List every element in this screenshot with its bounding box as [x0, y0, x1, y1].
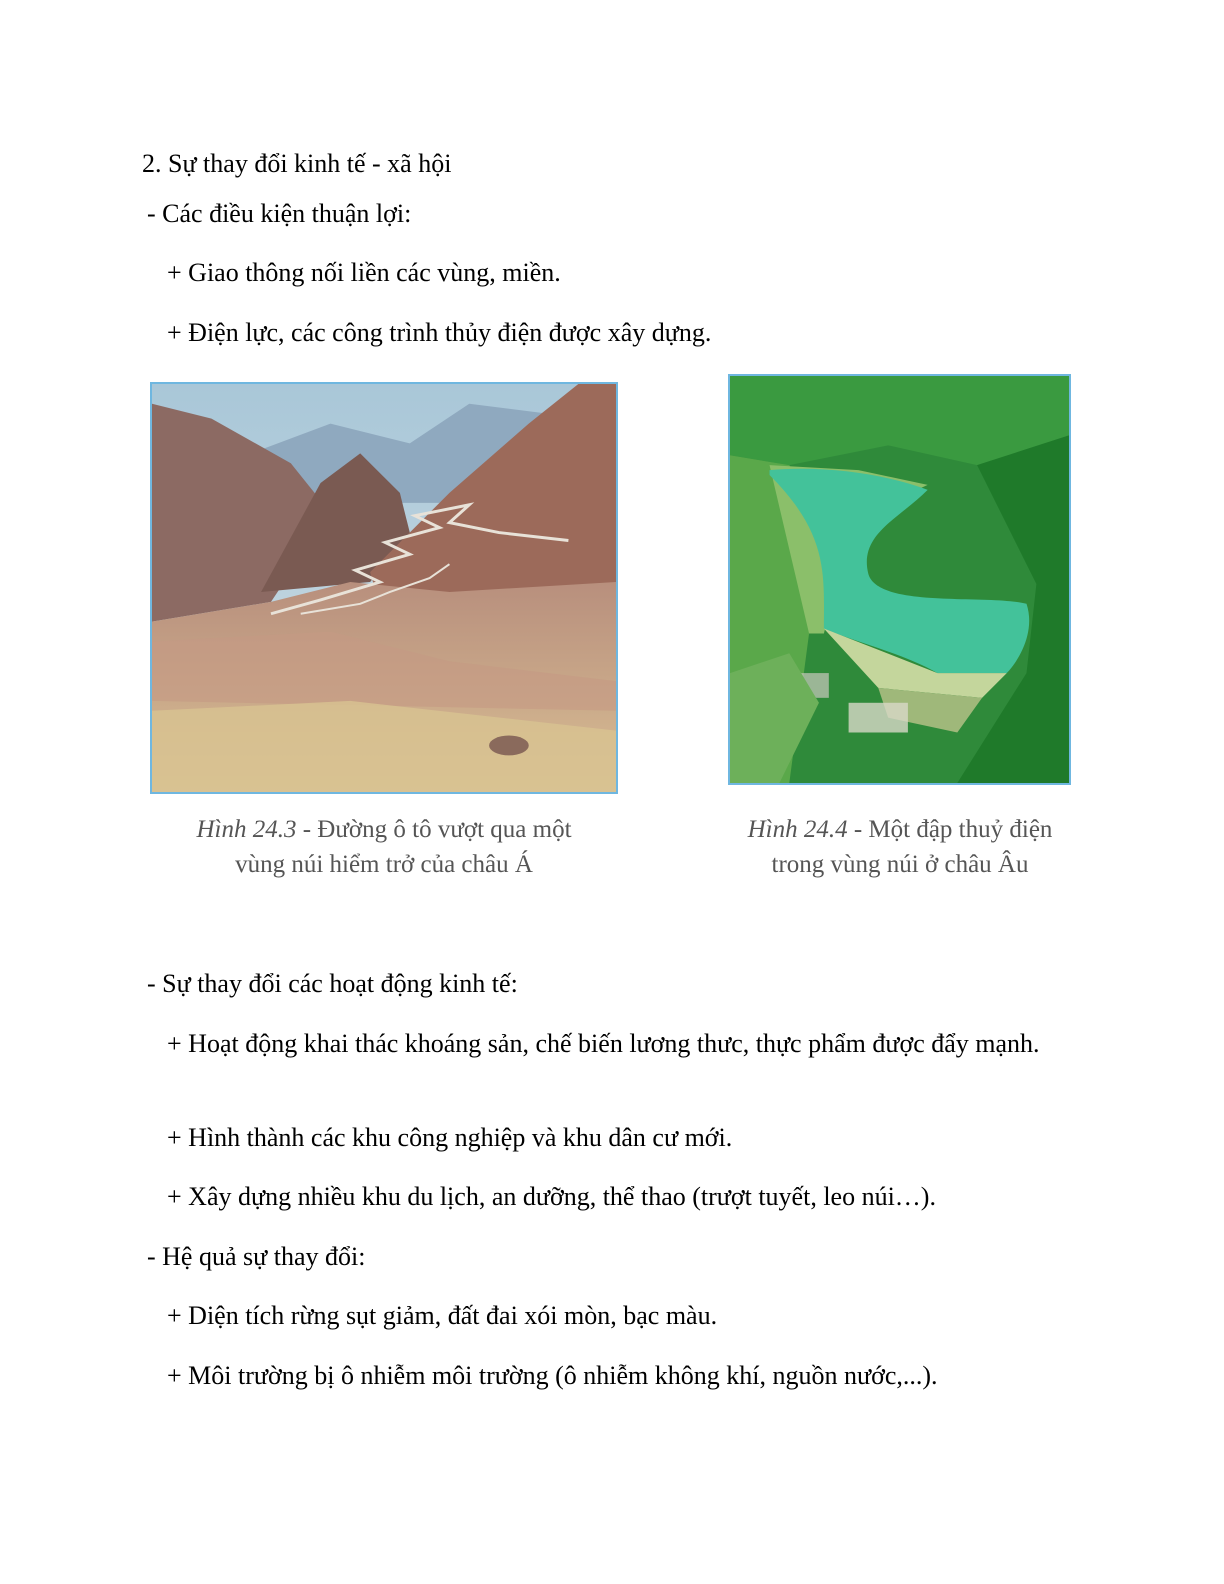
economic-item-tourism: + Xây dựng nhiều khu du lịch, an dưỡng, thể thao (trượt tuyết, leo núi…).: [167, 1182, 936, 1211]
economic-item-mining: + Hoạt động khai thác khoáng sản, chế biến lương thưc, thực phẩm được đẩy mạnh.: [167, 1029, 1040, 1058]
hydro-dam-photo: [728, 374, 1071, 785]
consequence-item-forest: + Diện tích rừng sụt giảm, đất đai xói mòn, bạc màu.: [167, 1301, 718, 1330]
section-heading: 2. Sự thay đổi kinh tế - xã hội: [142, 149, 452, 178]
figure-label-24-3: Hình 24.3: [196, 816, 297, 843]
consequence-item-pollution: + Môi trường bị ô nhiễm môi trường (ô nhiễm không khí, nguồn nước,...).: [167, 1361, 938, 1390]
mountain-road-photo: [150, 382, 618, 794]
figure-caption-24-3-line1: - Đường ô tô vượt qua một: [296, 816, 572, 843]
economic-item-industrial-zones: + Hình thành các khu công nghiệp và khu dân cư mới.: [167, 1123, 733, 1152]
figure-caption-24-3-line2: vùng núi hiểm trở của châu Á: [235, 851, 533, 878]
favorable-item-power: + Điện lực, các công trình thủy điện được xây dựng.: [167, 318, 712, 347]
consequences-title: - Hệ quả sự thay đổi:: [147, 1242, 366, 1271]
figure-label-24-4: Hình 24.4: [747, 816, 848, 843]
figure-caption-24-4-line1: - Một đập thuỷ điện: [847, 816, 1053, 843]
figure-caption-24-4-line2: trong vùng núi ở châu Âu: [771, 851, 1029, 878]
figure-caption-24-4: [715, 812, 1085, 882]
favorable-item-transport: + Giao thông nối liền các vùng, miền.: [167, 258, 561, 287]
favorable-conditions-title: - Các điều kiện thuận lợi:: [147, 199, 412, 228]
economic-changes-title: - Sự thay đổi các hoạt động kinh tế:: [147, 969, 518, 998]
figure-caption-24-3: [150, 812, 618, 882]
